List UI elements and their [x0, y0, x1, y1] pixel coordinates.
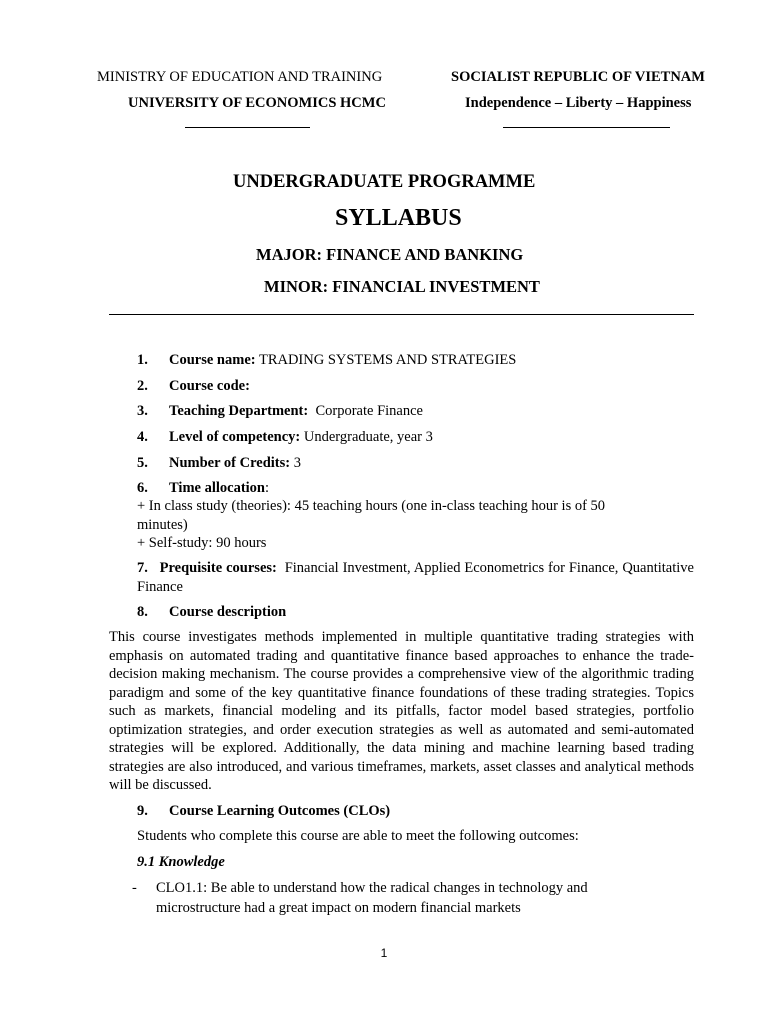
item-number: 4.: [137, 429, 148, 445]
item-label: Teaching Department:: [169, 403, 309, 419]
clo-bullet-mark: -: [132, 880, 137, 896]
item-label: Time allocation: [169, 480, 265, 496]
clos-intro: Students who complete this course are able to meet the following outcomes:: [137, 828, 579, 844]
item-value: Undergraduate, year 3: [300, 429, 433, 445]
item-number: 8.: [137, 604, 148, 620]
item-prerequisite: [137, 559, 694, 596]
page-number: 1: [380, 946, 388, 960]
item-number-of-credits: [137, 454, 301, 472]
item-label: Course code:: [169, 378, 250, 394]
item-label: Course name:: [169, 352, 256, 368]
item-course-code: [137, 377, 250, 395]
item-time-allocation: [137, 479, 269, 497]
item-value: Financial Investment, Applied Econometrics for Finance, Quantitative Finance: [137, 560, 694, 595]
item-level-of-competency: [137, 428, 433, 446]
header-left-underline: [185, 127, 310, 128]
time-allocation-self-study: + Self-study: 90 hours: [137, 535, 267, 551]
item-label: Level of competency:: [169, 429, 301, 445]
item-label: Number of Credits:: [169, 455, 291, 471]
item-colon: :: [265, 480, 270, 496]
title-divider: [109, 314, 694, 315]
item-number: 5.: [137, 455, 148, 471]
item-label: Prequisite courses:: [159, 560, 277, 576]
item-number: 3.: [137, 403, 148, 419]
knowledge-heading: 9.1 Knowledge: [137, 854, 225, 870]
item-course-learning-outcomes: [137, 802, 390, 820]
header-right-underline: [503, 127, 670, 128]
national-motto: Independence – Liberty – Happiness: [465, 95, 692, 111]
major-title: MAJOR: FINANCE AND BANKING: [256, 245, 524, 264]
item-label: Course Learning Outcomes (CLOs): [169, 803, 391, 819]
item-value: Corporate Finance: [308, 403, 423, 419]
course-description-text: This course investigates methods implemented in multiple quantitative trading strategies with emphasis on automated trading and quantitative finance based approaches to enhance the trade-decision making mechanism. The course provides a comprehensive view of the algorithmic trading paradigm and some of the key quantitative finance foundations of these trading strategies. Topics such as markets, financial modeling and its pitfalls, factor model based strategies, portfolio optimization strategies, and order execution strategies as well as automated and semi-automated strategies will be explored. Additionally, the data mining and machine learning based trading strategies are also introduced, and various timeframes, markets, asset classes and analytical methods will be discussed.: [109, 629, 694, 793]
item-number: 7.: [137, 560, 148, 576]
republic-name: SOCIALIST REPUBLIC OF VIETNAM: [451, 69, 705, 85]
item-course-name: [137, 351, 516, 369]
item-label: Course description: [169, 604, 287, 620]
item-number: 9.: [137, 803, 148, 819]
clo-1-1-line2: microstructure had a great impact on modern financial markets: [156, 900, 521, 916]
item-value: TRADING SYSTEMS AND STRATEGIES: [255, 352, 517, 368]
item-number: 6.: [137, 480, 148, 496]
syllabus-title: SYLLABUS: [335, 205, 462, 231]
item-value: 3: [290, 455, 301, 471]
ministry-name: MINISTRY OF EDUCATION AND TRAINING: [97, 69, 383, 85]
item-number: 2.: [137, 378, 148, 394]
item-number: 1.: [137, 352, 148, 368]
time-allocation-in-class: + In class study (theories): 45 teaching hours (one in-class teaching hour is of 50 minutes): [137, 498, 606, 533]
item-teaching-department: [137, 402, 423, 420]
item-course-description: [137, 603, 286, 621]
university-name: UNIVERSITY OF ECONOMICS HCMC: [128, 95, 386, 111]
clo-1-1-line1: CLO1.1: Be able to understand how the radical changes in technology and: [156, 880, 588, 896]
minor-title: MINOR: FINANCIAL INVESTMENT: [264, 277, 540, 296]
programme-title: UNDERGRADUATE PROGRAMME: [233, 172, 536, 192]
